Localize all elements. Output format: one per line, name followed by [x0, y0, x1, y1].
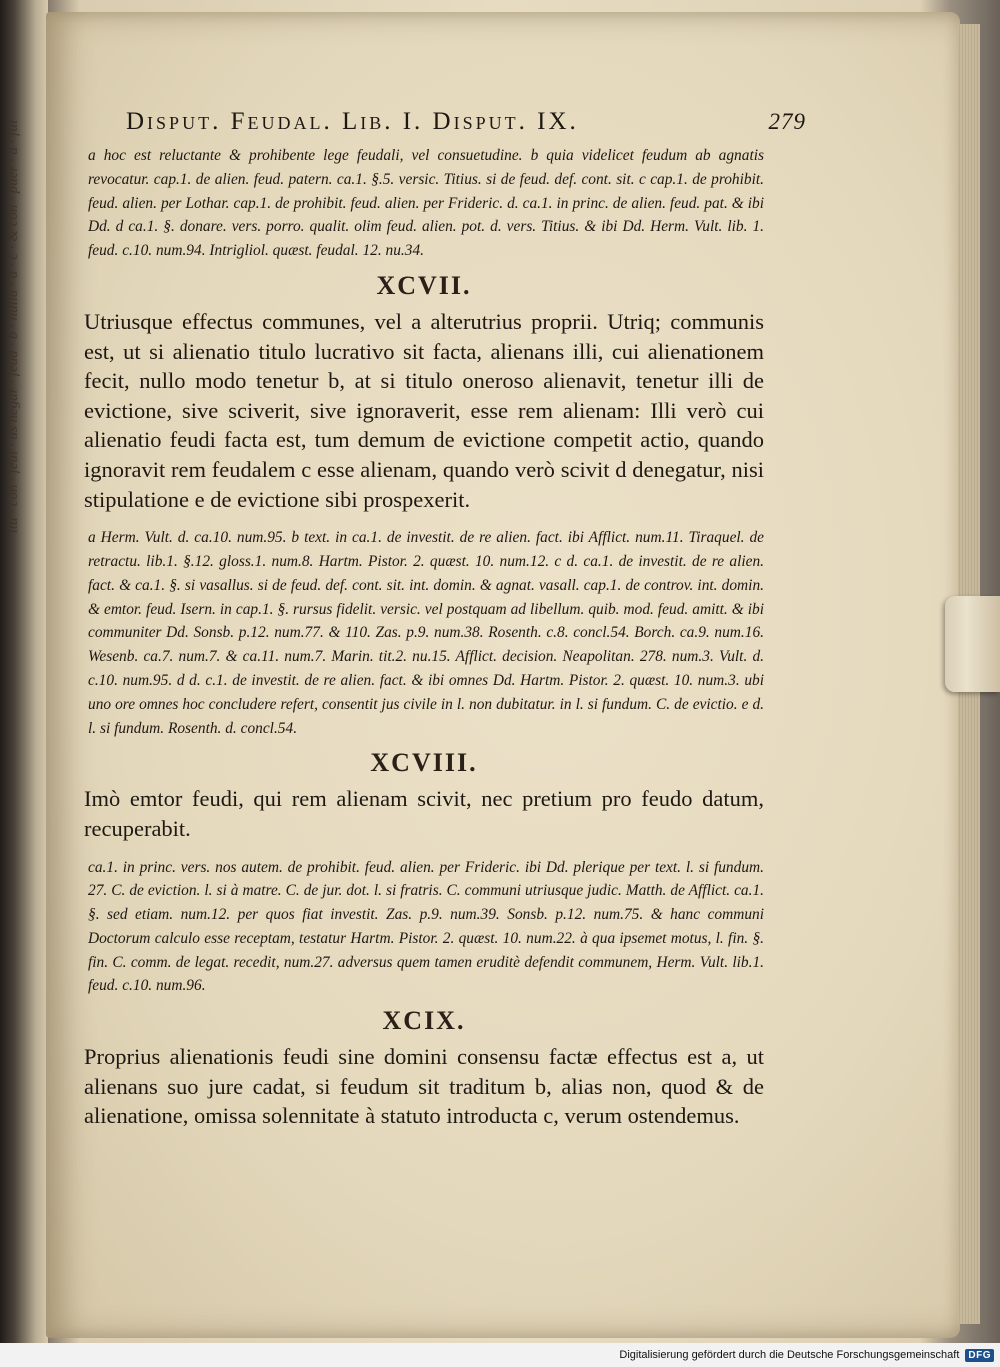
- running-head: [126, 108, 806, 136]
- section-text-99: Proprius alienationis feudi sine domini consensu factæ effectus est a, ut alienans suo jure cadat, si feudum sit traditum b, alias non, quod & de alienatione, omissa solennitate à statuto introducta c, verum ostendemus.: [84, 1044, 764, 1129]
- footnotes-block: a hoc est reluctante & prohibente lege feudali, vel consuetudine. b quia videlicet feudum ab agnatis revocatur. cap.1. de alien. feud. patern. ca.1. §.5. versic. Titius. si de feud. def. cont. sit. c cap.1. de prohibit. feud. alien. per Lothar. cap.1. de prohibit. feud. alien. per Frideric. d. ca.1. in princ. de alien. feud. pat. & ibi Dd. d ca.1. §. donare. vers. porro. qualit. olim feud. alien. pot. d. vers. Titius. & ibi Dd. Herm. Vult. lib. 1. feud. c.10. num.94. Intrigliol. quæst. feudal. 12. nu.34.: [88, 147, 764, 260]
- facing-page-margin-text: itu · con · feui · us negar · feud · b · nulla · d · c · & con · puer · d · fui: [5, 120, 21, 534]
- credit-text: Digitalisierung gefördert durch die Deutsche Forschungsgemeinschaft: [619, 1349, 960, 1361]
- page-number: 279: [768, 109, 806, 134]
- running-head-title: Disput. Feudal. Lib. I. Disput. IX.: [126, 108, 579, 135]
- digitization-credit: [600, 1343, 1000, 1367]
- section-number-99: XCIX.: [382, 1006, 466, 1036]
- dfg-logo: DFG: [965, 1349, 994, 1362]
- section-notes-97: a Herm. Vult. d. ca.10. num.95. b text. in ca.1. de investit. de re alien. fact. ibi Afflict. num.11. Tiraquel. de retractu. lib.1. §.12. gloss.1. num.8. Hartm. Pistor. 2. quæst. 10. num.12. c d. ca.1. de investit. de re alien. fact. & ca.1. §. si vasallus. si de feud. def. cont. sit. int. domin. & agnat. vasall. cap.1. de controv. int. domin. & emtor. feud. Isern. in cap.1. §. rursus fidelit. versic. vel postquam ad libellum. quib. mod. feud. amitt. & ibi communiter Dd. Sonsb. p.12. num.77. & 110. Zas. p.9. num.38. Rosenth. c.8. concl.54. Borch. ca.9. num.16. Wesenb. ca.7. num.7. & ca.11. num.7. Marin. tit.2. nu.15. Afflict. decision. Neapolitan. 278. num.3. Vult. d. c.10. num.95. d d. c.1. de investit. de re alien. fact. & ibi omnes Dd. Hartm. Pistor. 2. quæst. 10. num.3. ubi uno ore omnes hoc concludere refert, consentit jus civile in l. non dubitatur. in l. si fundum. C. de evictio. e d. l. si fundum. Rosenth. d. concl.54.: [88, 529, 764, 737]
- page-content: [84, 108, 806, 1143]
- section-number-97: XCVII.: [376, 270, 472, 300]
- section-text-97: Utriusque effectus communes, vel a alterutrius proprii. Utriq; communis est, ut si alienatio titulo lucrativo sit facta, alienans illi, cui alienationem fecit, nullo modo tenetur b, at si titulo oneroso alienavit, tenetur illi de evictione, sive sciverit, sive ignoraverit, esse rem alienam: Illi verò cui alienatio feudi facta est, tum demum de evictione competit actio, quando ignoravit rem feudalem c esse alienam, quando verò scivit d denegatur, nisi stipulatione e de evictione sibi prospexerit.: [84, 308, 764, 512]
- page-clip: [945, 596, 1000, 692]
- section-notes-98: ca.1. in princ. vers. nos autem. de prohibit. feud. alien. per Frideric. ibi Dd. plerique per text. l. si fundum. 27. C. de eviction. l. si à matre. C. de jur. dot. l. si fratris. C. communi utriusque judic. Matth. de Afflict. ca.1. §. sed etiam. num.12. per quos fiat investit. Zas. p.9. num.39. Sonsb. p.12. num.75. & hanc communi Doctorum calculo esse receptam, testatur Hartm. Pistor. 2. quæst. 10. num.22. à qua ipsemet motus, l. fin. §. fin. C. comm. de legat. recedit, num.27. adversus quem tamen eruditè defendit communem, Herm. Vult. lib.1. feud. c.10. num.96.: [88, 858, 764, 995]
- footer-band: [0, 1343, 600, 1367]
- section-text-98: Imò emtor feudi, qui rem alienam scivit, nec pretium pro feudo datum, recuperabit.: [84, 786, 764, 841]
- section-number-98: XCVIII.: [370, 748, 478, 778]
